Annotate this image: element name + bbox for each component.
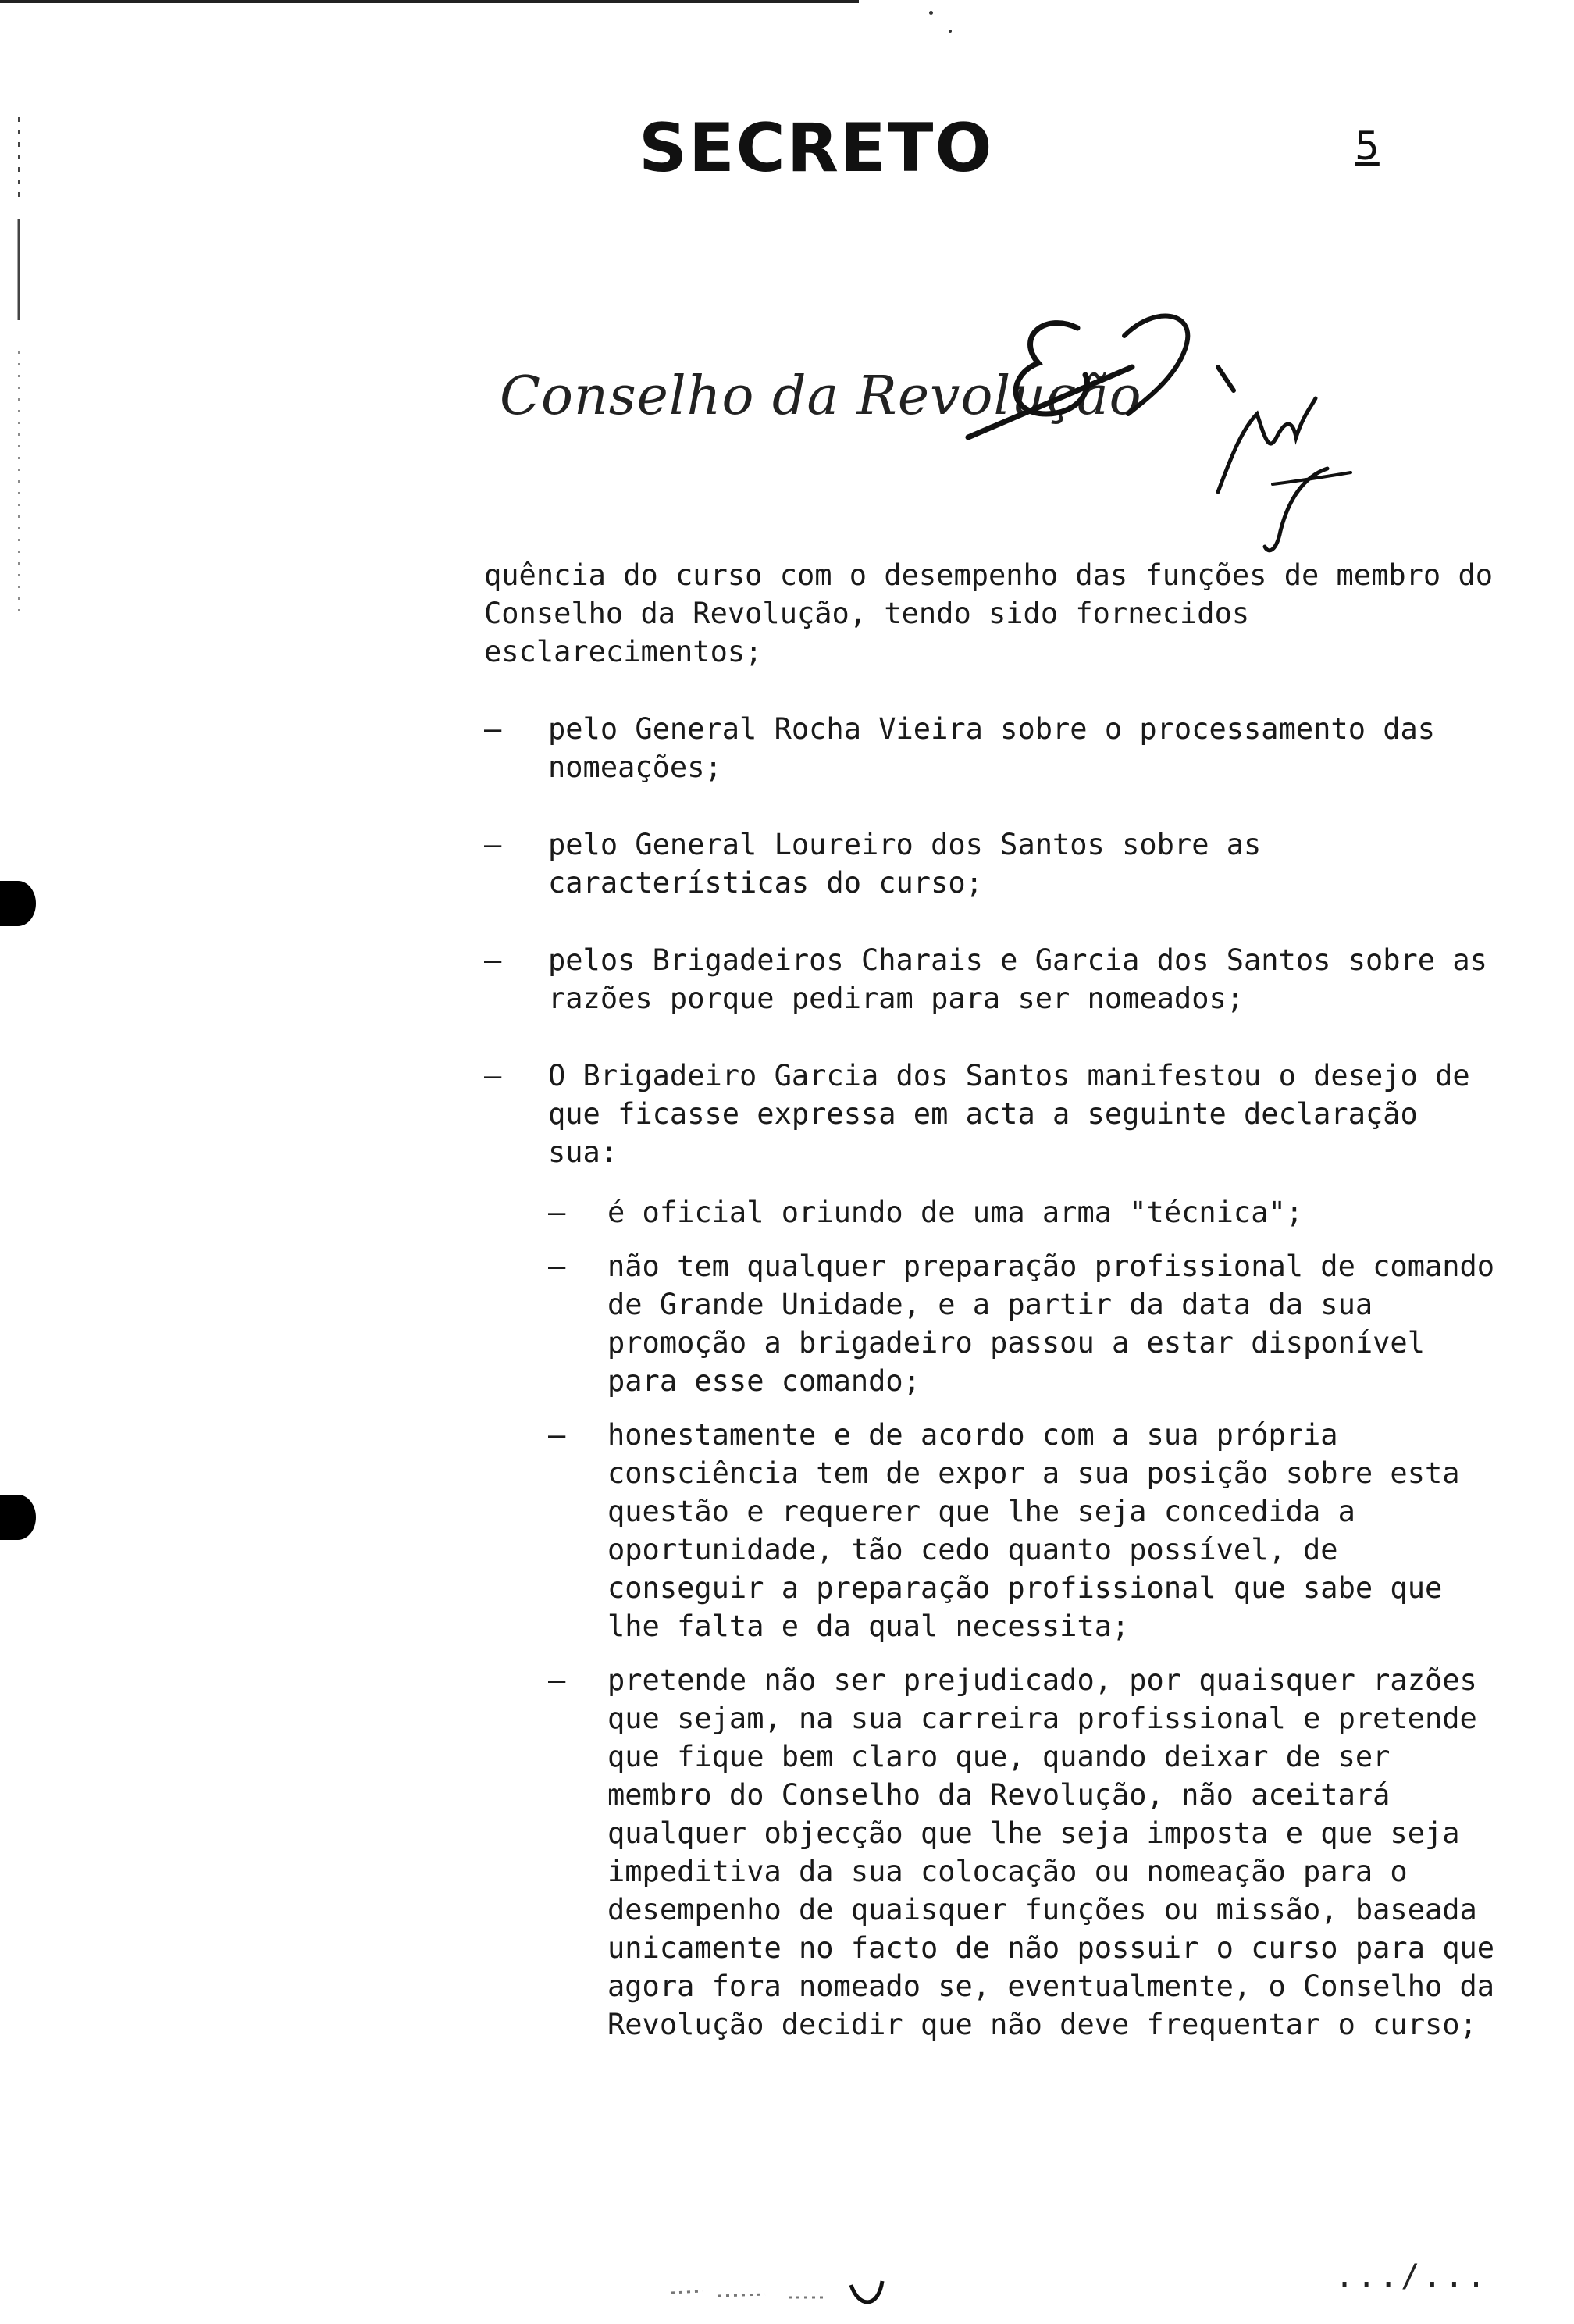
punch-hole-upper [0, 881, 36, 926]
lead-paragraph: quência do curso com o desempenho das funções de membro do Conselho da Revolução, tendo sido fornecidos esclarecimentos; [484, 558, 1494, 668]
list-item: – pelos Brigadeiros Charais e Garcia dos Santos sobre as razões porque pediram para ser nomeados; [484, 941, 1499, 1018]
punch-hole-lower [0, 1495, 36, 1540]
continuation-marker: .../... [1335, 2258, 1489, 2294]
bottom-smudge [656, 2269, 890, 2316]
letterhead-title: Conselho da Revolução [500, 365, 1142, 427]
page-number: 5 [1355, 123, 1380, 169]
declaration-item: – honestamente e de acordo com a sua própria consciência tem de expor a sua posição sobre esta questão e requerer que lhe seja concedida a oportunidade, tão cedo quanto possível, de conseguir a preparação profissional que sabe que lhe falta e da qual necessita; [607, 1416, 1499, 1645]
declaration-item: – pretende não ser prejudicado, por quaisquer razões que sejam, na sua carreira profissional e pretende que fique bem claro que, quando deixar de ser membro do Conselho da Revolução, não aceitará qualquer objecção que lhe seja imposta e que seja impeditiva da sua colocação ou nomeação para o desempenho de quaisquer funções ou missão, baseada unicamente no facto de não possuir o curso para que agora fora nomeado se, eventualmente, o Conselho da Revolução decidir que não deve frequentar o curso; [607, 1661, 1499, 2044]
dust-speck [929, 11, 933, 15]
declaration-item: – é oficial oriundo de uma arma "técnica"; [607, 1193, 1499, 1232]
declaration-list [484, 1193, 1499, 2044]
handwritten-signature [960, 281, 1366, 562]
declaration-item: – não tem qualquer preparação profissional de comando de Grande Unidade, e a partir da data da sua promoção a brigadeiro passou a estar disponível para esse comando; [607, 1247, 1499, 1400]
classification-mark: SECRETO [639, 109, 994, 187]
declaration-intro: – O Brigadeiro Garcia dos Santos manifestou o desejo de que ficasse expressa em acta a seguinte declaração sua: [484, 1057, 1499, 1171]
dust-speck [949, 30, 952, 33]
document-body [484, 556, 1499, 2059]
margin-marks [11, 117, 27, 820]
top-edge-rule [0, 0, 859, 3]
list-item: – pelo General Loureiro dos Santos sobre as características do curso; [484, 825, 1499, 902]
list-item: – pelo General Rocha Vieira sobre o processamento das nomeações; [484, 710, 1499, 786]
